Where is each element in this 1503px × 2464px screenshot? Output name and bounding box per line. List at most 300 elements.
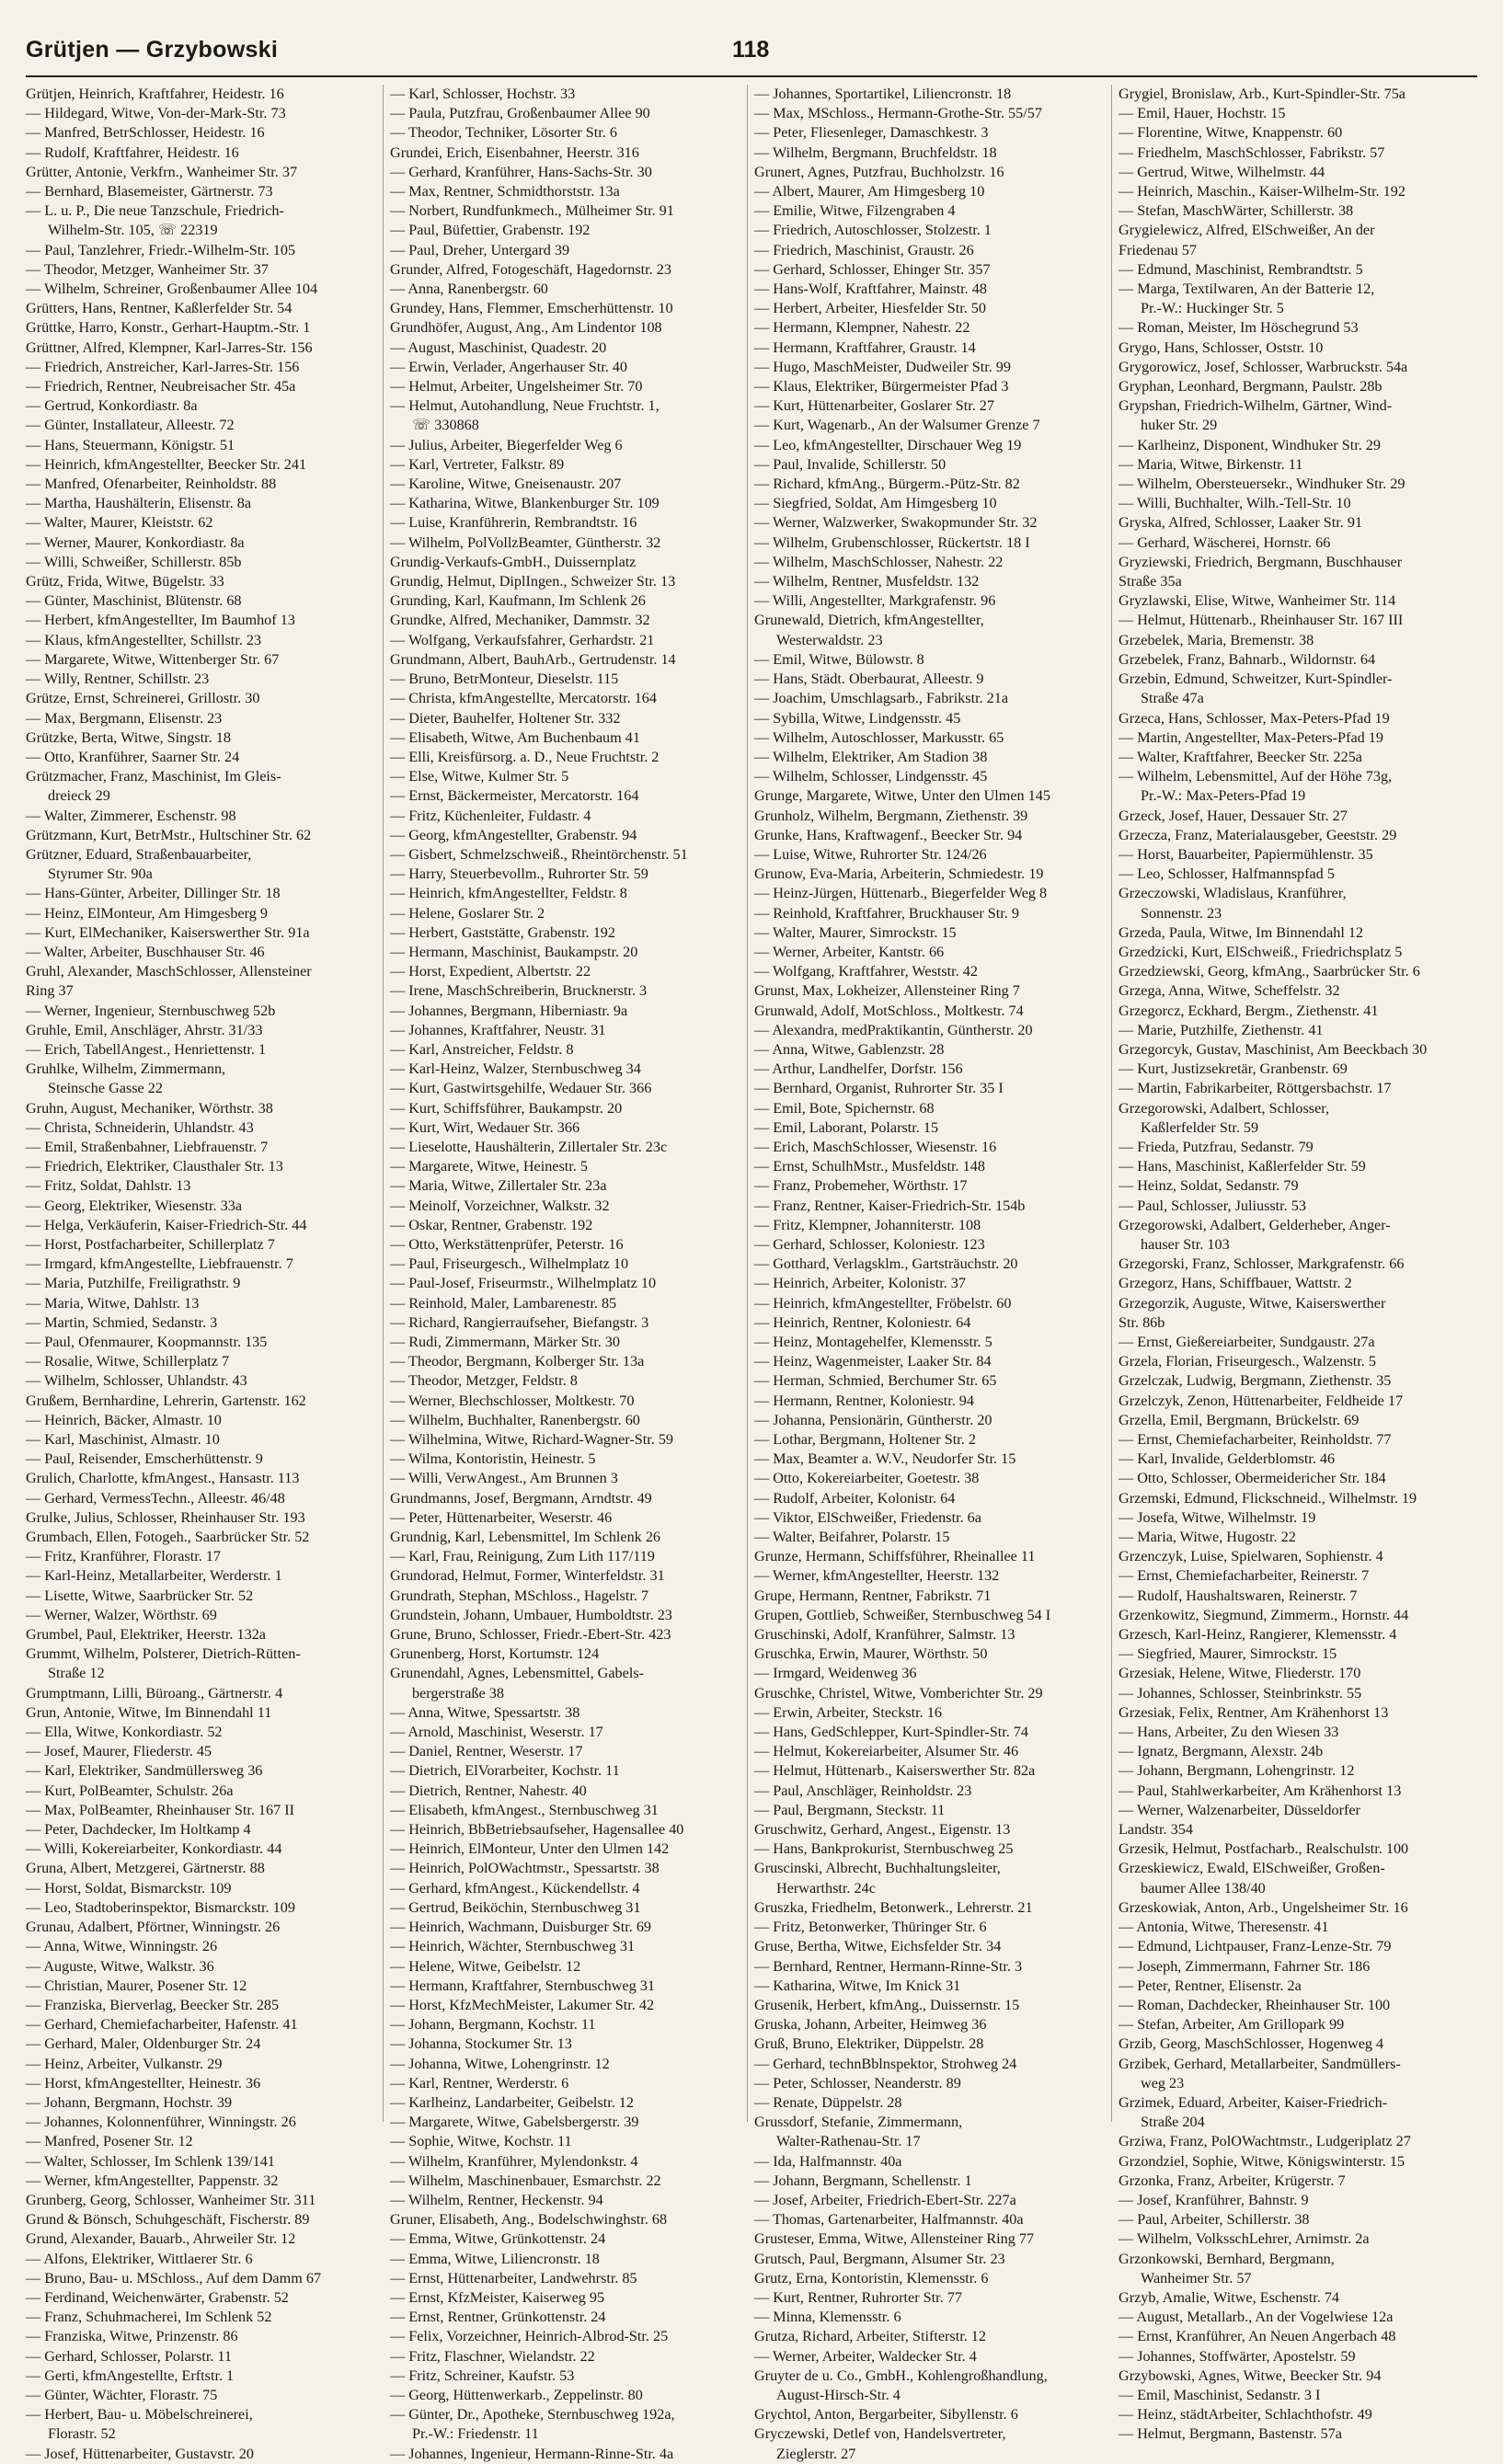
directory-entry: — Karoline, Witwe, Gneisenaustr. 207: [390, 476, 622, 493]
directory-entry: Gruß, Bruno, Elektriker, Düppelstr. 28: [754, 2035, 984, 2053]
directory-entry: Straße 12: [48, 1665, 105, 1682]
directory-entry: Grun, Antonie, Witwe, Im Binnendahl 11: [26, 1703, 272, 1721]
directory-entry: — Wilhelm, Grubenschlosser, Rückertstr. 18 I: [754, 533, 1030, 551]
directory-entry: — Wilhelm, Elektriker, Am Stadion 38: [754, 748, 988, 765]
directory-entry: — Paul, Anschläger, Reinholdstr. 23: [754, 1782, 972, 1799]
directory-entry: — Emil, Laborant, Polarstr. 15: [754, 1118, 939, 1136]
directory-entry: — Kurt, Hüttenarbeiter, Goslarer Str. 27: [754, 397, 994, 415]
page-title: Grütjen — Grzybowski: [26, 37, 279, 63]
directory-entry: — Wilhelm, Bergmann, Bruchfeldstr. 18: [754, 143, 997, 161]
directory-entry: Grzonka, Franz, Arbeiter, Krügerstr. 7: [1119, 2172, 1346, 2189]
directory-entry: — Thomas, Gartenarbeiter, Halfmannstr. 40a: [754, 2211, 1024, 2229]
column-divider: [747, 85, 748, 2122]
directory-entry: — Gerhard, Maler, Oldenburger Str. 24: [26, 2035, 261, 2053]
directory-entry: — Christian, Maurer, Posener Str. 12: [26, 1977, 247, 1994]
directory-entry: Grzelczyk, Zenon, Hüttenarbeiter, Feldheide 17: [1119, 1392, 1404, 1409]
directory-entry: — Johanna, Stockumer Str. 13: [390, 2035, 572, 2053]
directory-entry: — Karl, Anstreicher, Feldstr. 8: [390, 1040, 574, 1058]
directory-entry: — Klaus, kfmAngestellter, Schillstr. 23: [26, 631, 262, 648]
directory-entry: — Margarete, Witwe, Heinestr. 5: [390, 1158, 588, 1175]
directory-entry: — Erich, TabellAngest., Henriettenstr. 1: [26, 1040, 267, 1058]
directory-entry: Grzega, Anna, Witwe, Scheffelstr. 32: [1119, 982, 1340, 1000]
directory-entry: — Leo, Stadtoberinspektor, Bismarckstr. 109: [26, 1898, 295, 1916]
directory-entry: — Helga, Verkäuferin, Kaiser-Friedrich-Str. 44: [26, 1216, 307, 1233]
directory-entry: — Manfred, Ofenarbeiter, Reinholdstr. 88: [26, 476, 277, 493]
directory-entry: Grzeskowiak, Anton, Arb., Ungelsheimer Str. 16: [1119, 1898, 1408, 1916]
directory-entry: — Emma, Witwe, Grünkottenstr. 24: [390, 2230, 606, 2248]
directory-entry: — Maria, Witwe, Hugostr. 22: [1119, 1529, 1296, 1546]
directory-entry: — Horst, Expedient, Albertstr. 22: [390, 963, 591, 980]
directory-entry: Grunke, Hans, Kraftwagenf., Beecker Str. 94: [754, 826, 1023, 843]
directory-entry: — Paul, Ofenmaurer, Koopmannstr. 135: [26, 1334, 268, 1350]
directory-entry: — Paul-Josef, Friseurmstr., Wilhelmplatz 10: [390, 1275, 657, 1292]
directory-entry: — Peter, Rentner, Elisenstr. 2a: [1119, 1977, 1302, 1994]
directory-entry: — Wilhelm, Lebensmittel, Auf der Höhe 73g,: [1119, 768, 1393, 785]
directory-entry: dreieck 29: [48, 787, 110, 805]
directory-entry: — Antonia, Witwe, Theresenstr. 41: [1119, 1919, 1329, 1936]
directory-entry: — Werner, Ingenieur, Sternbuschweg 52b: [26, 1002, 276, 1019]
directory-entry: — Ernst, Bäckermeister, Mercatorstr. 164: [390, 787, 639, 805]
directory-entry: — Heinz, Montagehelfer, Klemensstr. 5: [754, 1334, 992, 1350]
directory-entry: Grzeda, Paula, Witwe, Im Binnendahl 12: [1119, 923, 1364, 941]
directory-entry: — Karl, Maschinist, Almastr. 10: [26, 1431, 220, 1449]
directory-entry: Grusenik, Herbert, kfmAng., Duissernstr. 15: [754, 1996, 1020, 2013]
directory-entry: baumer Allee 138/40: [1141, 1879, 1266, 1897]
directory-entry: — Johannes, Stoffwärter, Apostelstr. 59: [1119, 2347, 1356, 2365]
directory-entry: — Ernst, Rentner, Grünkottenstr. 24: [390, 2309, 606, 2326]
directory-entry: Gruse, Bertha, Witwe, Eichsfelder Str. 34: [754, 1938, 1002, 1955]
directory-entry: — Heinz-Jürgen, Hüttenarb., Biegerfelder Weg 8: [754, 885, 1048, 902]
directory-entry: — Elisabeth, kfmAngest., Sternbuschweg 31: [390, 1801, 659, 1818]
directory-entry: — Maria, Putzhilfe, Freiligrathstr. 9: [26, 1275, 241, 1292]
directory-entry: Grundei, Erich, Eisenbahner, Heerstr. 316: [390, 143, 639, 161]
directory-entry: — Joseph, Zimmermann, Fahrner Str. 186: [1119, 1957, 1371, 1975]
directory-entry: Gryczewski, Detlef von, Handelsvertreter,: [754, 2425, 1006, 2443]
directory-entry: — Fritz, Küchenleiter, Fuldastr. 4: [390, 807, 591, 824]
directory-entry: — Paul, Tanzlehrer, Friedr.-Wilhelm-Str. 105: [26, 241, 296, 258]
directory-entry: — Ernst, KfzMeister, Kaiserweg 95: [390, 2288, 605, 2306]
directory-columns: [26, 85, 1477, 2462]
directory-entry: — Ella, Witwe, Konkordiastr. 52: [26, 1724, 223, 1741]
directory-entry: Gruschka, Erwin, Maurer, Wörthstr. 50: [754, 1645, 988, 1663]
directory-entry: — Lisette, Witwe, Saarbrücker Str. 52: [26, 1587, 254, 1604]
directory-entry: hauser Str. 103: [1141, 1235, 1230, 1253]
directory-entry: — Anna, Witwe, Gablenzstr. 28: [754, 1040, 945, 1058]
directory-entry: Pr.-W.: Friedenstr. 11: [412, 2425, 539, 2443]
directory-entry: — Karl, Frau, Reinigung, Zum Lith 117/119: [390, 1548, 655, 1565]
directory-entry: — Karlheinz, Landarbeiter, Geibelstr. 12: [390, 2093, 634, 2111]
directory-entry: Grzedzicki, Kurt, ElSchweiß., Friedrichsplatz 5: [1119, 943, 1403, 960]
directory-entry: — Emil, Hauer, Hochstr. 15: [1119, 105, 1286, 122]
directory-entry: — Hans, Maschinist, Kaßlerfelder Str. 59: [1119, 1158, 1366, 1175]
directory-entry: Grunau, Adalbert, Pförtner, Winningstr. 26: [26, 1919, 281, 1936]
directory-entry: Grunendahl, Agnes, Lebensmittel, Gabels-: [390, 1665, 645, 1682]
directory-entry: Grutza, Richard, Arbeiter, Stifterstr. 12: [754, 2328, 986, 2345]
directory-entry: Grunge, Margarete, Witwe, Unter den Ulmen 145: [754, 787, 1050, 805]
directory-entry: — Hermann, Klempner, Nahestr. 22: [754, 319, 970, 337]
directory-entry: Straße 204: [1141, 2114, 1205, 2131]
directory-entry: Gruna, Albert, Metzgerei, Gärtnerstr. 88: [26, 1860, 265, 1877]
directory-entry: — Florentine, Witwe, Knappenstr. 60: [1119, 124, 1343, 142]
directory-entry: — Friedrich, Maschinist, Graustr. 26: [754, 241, 974, 258]
directory-entry: — Ferdinand, Weichenwärter, Grabenstr. 52: [26, 2288, 289, 2306]
directory-entry: Pr.-W.: Max-Peters-Pfad 19: [1141, 787, 1306, 805]
directory-entry: — Dietrich, ElVorarbeiter, Kochstr. 11: [390, 1762, 620, 1780]
directory-entry: Grußem, Bernhardine, Lehrerin, Gartenstr. 162: [26, 1392, 306, 1409]
directory-entry: — Gerhard, Chemiefacharbeiter, Hafenstr. 41: [26, 2016, 298, 2034]
directory-entry: — Willi, Buchhalter, Wilh.-Tell-Str. 10: [1119, 495, 1351, 512]
directory-entry: — Hugo, MaschMeister, Dudweiler Str. 99: [754, 358, 1011, 375]
directory-entry: — Gerhard, Schlosser, Ehinger Str. 357: [754, 260, 991, 278]
directory-entry: — Max, MSchloss., Hermann-Grothe-Str. 55/57: [754, 105, 1042, 122]
directory-entry: Pr.-W.: Huckinger Str. 5: [1141, 300, 1284, 317]
directory-entry: — Richard, kfmAng., Bürgerm.-Pütz-Str. 82: [754, 476, 1020, 493]
directory-entry: — Paul, Arbeiter, Schillerstr. 38: [1119, 2211, 1310, 2229]
directory-entry: — Heinrich, Wächter, Sternbuschweg 31: [390, 1938, 636, 1955]
directory-entry: — Fritz, Kranführer, Florastr. 17: [26, 1548, 221, 1565]
directory-entry: — Willi, Angestellter, Markgrafenstr. 96: [754, 592, 996, 610]
directory-entry: — Gerhard, technBblnspektor, Strohweg 24: [754, 2055, 1017, 2072]
directory-entry: — Dieter, Bauhelfer, Holtener Str. 332: [390, 709, 621, 727]
directory-entry: Grzemski, Edmund, Flickschneid., Wilhelmstr. 19: [1119, 1489, 1417, 1507]
directory-entry: — Peter, Hüttenarbeiter, Weserstr. 46: [390, 1508, 613, 1526]
directory-entry: Grunewald, Dietrich, kfmAngestellter,: [754, 612, 984, 629]
directory-entry: — Wilhelmina, Witwe, Richard-Wagner-Str. 59: [390, 1431, 674, 1449]
directory-entry: Grygorowicz, Josef, Schlosser, Warbruckstr. 54a: [1119, 358, 1408, 375]
directory-entry: Grunder, Alfred, Fotogeschäft, Hagedornstr. 23: [390, 260, 671, 278]
directory-entry: — Friedrich, Autoschlosser, Stolzestr. 1: [754, 222, 992, 239]
directory-entry: Grzesik, Helmut, Postfacharb., Realschulstr. 100: [1119, 1840, 1409, 1858]
directory-entry: — Johannes, Ingenieur, Hermann-Rinne-Str. 4a: [390, 2445, 674, 2462]
directory-entry: — Günter, Dr., Apotheke, Sternbuschweg 192a,: [390, 2406, 675, 2424]
directory-entry: August-Hirsch-Str. 4: [776, 2386, 901, 2403]
directory-entry: — Wolfgang, Kraftfahrer, Weststr. 42: [754, 963, 978, 980]
directory-entry: — Frieda, Putzfrau, Sedanstr. 79: [1119, 1138, 1314, 1155]
directory-entry: — Gerhard, Kranführer, Hans-Sachs-Str. 30: [390, 163, 652, 180]
directory-entry: — Irene, MaschSchreiberin, Brucknerstr. 3: [390, 982, 648, 1000]
directory-entry: Grygo, Hans, Schlosser, Oststr. 10: [1119, 338, 1324, 356]
directory-entry: Grundig, Helmut, DiplIngen., Schweizer Str. 13: [390, 573, 676, 590]
directory-entry: — Joachim, Umschlagsarb., Fabrikstr. 21a: [754, 690, 1009, 707]
directory-entry: — Karl, Rentner, Werderstr. 6: [390, 2074, 569, 2092]
directory-entry: Grumbel, Paul, Elektriker, Heerstr. 132a: [26, 1626, 266, 1644]
directory-entry: Grzedziewski, Georg, kfmAng., Saarbrücker Str. 6: [1119, 963, 1420, 980]
directory-entry: Wanheimer Str. 57: [1141, 2269, 1252, 2286]
directory-entry: — Fritz, Betonwerker, Thüringer Str. 6: [754, 1919, 987, 1936]
directory-entry: — Johann, Bergmann, Lohengrinstr. 12: [1119, 1762, 1355, 1780]
directory-entry: — Daniel, Rentner, Weserstr. 17: [390, 1743, 583, 1760]
directory-entry: Grützmacher, Franz, Maschinist, Im Gleis-: [26, 768, 281, 785]
directory-entry: — Walter, Zimmerer, Eschenstr. 98: [26, 807, 236, 824]
directory-entry: — Heinrich, Rentner, Koloniestr. 64: [754, 1313, 971, 1331]
directory-entry: — Horst, KfzMechMeister, Lakumer Str. 42: [390, 1996, 655, 2013]
directory-entry: — Horst, Postfacharbeiter, Schillerplatz 7: [26, 1235, 275, 1253]
directory-entry: Grupen, Gottlieb, Schweißer, Sternbuschweg 54 I: [754, 1606, 1051, 1623]
directory-entry: Steinsche Gasse 22: [48, 1080, 163, 1097]
directory-entry: — Gisbert, Schmelzschweiß., Rheintörchenstr. 51: [390, 845, 688, 863]
directory-entry: — Willi, Kokereiarbeiter, Konkordiastr. 44: [26, 1840, 282, 1858]
directory-entry: — Georg, Hüttenwerkarb., Zeppelinstr. 80: [390, 2386, 643, 2403]
directory-entry: — Willi, Schweißer, Schillerstr. 85b: [26, 553, 242, 570]
directory-entry: — Friedrich, Anstreicher, Karl-Jarres-Str. 156: [26, 358, 300, 375]
directory-entry: Grützner, Eduard, Straßenbauarbeiter,: [26, 845, 252, 863]
directory-entry: — Wilhelm, Rentner, Musfeldstr. 132: [754, 573, 980, 590]
directory-entry: — Anna, Ranenbergstr. 60: [390, 281, 548, 298]
directory-entry: — Reinhold, Maler, Lambarenestr. 85: [390, 1294, 617, 1312]
directory-entry: — Helmut, Autohandlung, Neue Fruchtstr. 1,: [390, 397, 660, 415]
directory-entry: Grzegorcyk, Gustav, Maschinist, Am Beeckbach 30: [1119, 1040, 1428, 1058]
directory-entry: — Johanna, Witwe, Lohengrinstr. 12: [390, 2055, 610, 2072]
directory-entry: — Fritz, Schreiner, Kaufstr. 53: [390, 2367, 575, 2384]
directory-entry: — Edmund, Maschinist, Rembrandtstr. 5: [1119, 260, 1363, 278]
directory-entry: — Heinrich, kfmAngestellter, Beecker Str. 241: [26, 455, 307, 473]
directory-entry: — Helmut, Bergmann, Bastenstr. 57a: [1119, 2425, 1342, 2443]
directory-entry: Grzenczyk, Luise, Spielwaren, Sophienstr. 4: [1119, 1548, 1383, 1565]
directory-entry: Gryzlawski, Elise, Witwe, Wanheimer Str. 114: [1119, 592, 1396, 610]
directory-entry: — Luise, Kranführerin, Rembrandtstr. 16: [390, 514, 637, 532]
directory-entry: — Karlheinz, Disponent, Windhuker Str. 29: [1119, 436, 1381, 453]
directory-entry: — Kurt, Schiffsführer, Baukampstr. 20: [390, 1099, 623, 1117]
directory-entry: Gruhle, Emil, Anschläger, Ahrstr. 31/33: [26, 1021, 263, 1038]
directory-entry: — Walter, Maurer, Kleiststr. 62: [26, 514, 213, 532]
directory-entry: — Werner, kfmAngestellter, Pappenstr. 32: [26, 2172, 279, 2189]
directory-entry: — Werner, Walzer, Wörthstr. 69: [26, 1606, 217, 1623]
directory-entry: — Ernst, Gießereiarbeiter, Sundgaustr. 27a: [1119, 1334, 1375, 1350]
directory-entry: — Julius, Arbeiter, Biegerfelder Weg 6: [390, 436, 623, 453]
directory-entry: Ring 37: [26, 982, 74, 1000]
directory-entry: — Paul, Dreher, Untergard 39: [390, 241, 570, 258]
directory-entry: Grunwald, Adolf, MotSchloss., Moltkestr. 74: [754, 1002, 1024, 1019]
directory-entry: Grütters, Hans, Rentner, Kaßlerfelder Str. 54: [26, 300, 293, 317]
directory-entry: — Maria, Witwe, Birkenstr. 11: [1119, 455, 1303, 473]
directory-entry: Friedenau 57: [1119, 241, 1197, 258]
directory-entry: — Josef, Maurer, Fliederstr. 45: [26, 1743, 212, 1760]
directory-entry: — Otto, Werkstättenprüfer, Peterstr. 16: [390, 1235, 624, 1253]
directory-entry: — Bernhard, Blasemeister, Gärtnerstr. 73: [26, 183, 273, 201]
directory-entry: — Peter, Schlosser, Neanderstr. 89: [754, 2074, 961, 2092]
directory-entry: — Johann, Bergmann, Schellenstr. 1: [754, 2172, 972, 2189]
directory-entry: Gruhlke, Wilhelm, Zimmermann,: [26, 1060, 226, 1078]
directory-entry: — Helmut, Arbeiter, Ungelsheimer Str. 70: [390, 378, 643, 395]
directory-entry: Grumbach, Ellen, Fotogeh., Saarbrücker Str. 52: [26, 1529, 310, 1546]
directory-entry: Grunze, Hermann, Schiffsführer, Rheinallee 11: [754, 1548, 1036, 1565]
directory-entry: Grundorad, Helmut, Former, Winterfeldstr. 31: [390, 1567, 665, 1585]
directory-entry: — Ida, Halfmannstr. 40a: [754, 2152, 902, 2170]
directory-entry: — Werner, kfmAngestellter, Heerstr. 132: [754, 1567, 1000, 1585]
directory-entry: Gruyter de u. Co., GmbH., Kohlengroßhandlung,: [754, 2367, 1048, 2384]
directory-entry: — Hans, Steuermann, Königstr. 51: [26, 436, 235, 453]
directory-entry: Grunholz, Wilhelm, Bergmann, Ziethenstr. 39: [754, 807, 1028, 824]
directory-entry: — Oskar, Rentner, Grabenstr. 192: [390, 1216, 593, 1233]
directory-entry: — Emil, Maschinist, Sedanstr. 3 I: [1119, 2386, 1321, 2403]
directory-entry: Grzesiak, Helene, Witwe, Fliederstr. 170: [1119, 1665, 1361, 1682]
directory-entry: — Alfons, Elektriker, Wittlaerer Str. 6: [26, 2250, 253, 2267]
directory-entry: — Theodor, Bergmann, Kolberger Str. 13a: [390, 1353, 645, 1370]
directory-entry: — Franziska, Witwe, Prinzenstr. 86: [26, 2328, 238, 2345]
directory-entry: — Emil, Straßenbahner, Liebfrauenstr. 7: [26, 1138, 269, 1155]
directory-entry: — Franz, Probemeher, Wörthstr. 17: [754, 1177, 968, 1195]
directory-entry: — Günter, Maschinist, Blütenstr. 68: [26, 592, 242, 610]
directory-entry: — Werner, Blechschlosser, Moltkestr. 70: [390, 1392, 635, 1409]
directory-entry: Grzibek, Gerhard, Metallarbeiter, Sandmüllers-: [1119, 2055, 1401, 2072]
directory-entry: — Wilhelm, Rentner, Heckenstr. 94: [390, 2191, 603, 2208]
directory-entry: Grygielewicz, Alfred, ElSchweißer, An der: [1119, 222, 1375, 239]
directory-entry: — Johannes, Kolonnenführer, Winningstr. 26: [26, 2114, 296, 2131]
directory-entry: — Johannes, Kraftfahrer, Neustr. 31: [390, 1021, 606, 1038]
directory-entry: — Hans, Bankprokurist, Sternbuschweg 25: [754, 1840, 1014, 1858]
directory-entry: — Paula, Putzfrau, Großenbaumer Allee 90: [390, 105, 650, 122]
directory-entry: — Norbert, Rundfunkmech., Mülheimer Str. 91: [390, 202, 674, 220]
directory-entry: — Martha, Haushälterin, Elisenstr. 8a: [26, 495, 252, 512]
directory-entry: — Rudolf, Arbeiter, Kolonistr. 64: [754, 1489, 956, 1507]
directory-entry: Grundnig, Karl, Lebensmittel, Im Schlenk 26: [390, 1529, 661, 1546]
directory-entry: — Paul, Reisender, Emscherhüttenstr. 9: [26, 1450, 263, 1468]
directory-entry: Grütze, Ernst, Schreinerei, Grillostr. 30: [26, 690, 260, 707]
directory-entry: — Margarete, Witwe, Wittenberger Str. 67: [26, 650, 280, 668]
directory-entry: Zieglerstr. 27: [776, 2445, 856, 2462]
directory-entry: — Stefan, MaschWärter, Schillerstr. 38: [1119, 202, 1354, 220]
directory-entry: — Meinolf, Vorzeichner, Walkstr. 32: [390, 1197, 610, 1214]
directory-entry: Grundig-Verkaufs-GmbH., Duissernplatz: [390, 553, 637, 570]
directory-entry: — Bernhard, Rentner, Hermann-Rinne-Str. 3: [754, 1957, 1023, 1975]
directory-entry: — Max, Bergmann, Elisenstr. 23: [26, 709, 223, 727]
directory-entry: Grundstein, Johann, Umbauer, Humboldtstr. 23: [390, 1606, 672, 1623]
directory-entry: Walter-Rathenau-Str. 17: [776, 2133, 921, 2150]
directory-entry: Grzebin, Edmund, Schweitzer, Kurt-Spindler-: [1119, 670, 1393, 688]
directory-entry: — Erwin, Verlader, Angerhauser Str. 40: [390, 358, 627, 375]
directory-entry: — Arnold, Maschinist, Weserstr. 17: [390, 1724, 603, 1741]
directory-entry: — Heinz, Soldat, Sedanstr. 79: [1119, 1177, 1299, 1195]
directory-entry: — Klaus, Elektriker, Bürgermeister Pfad 3: [754, 378, 1009, 395]
directory-entry: ☏ 330868: [412, 417, 479, 434]
directory-entry: — Ernst, Chemiefacharbeiter, Reinerstr. 7: [1119, 1567, 1370, 1585]
directory-entry: Grzella, Emil, Bergmann, Brückelstr. 69: [1119, 1411, 1360, 1428]
directory-entry: Grunding, Karl, Kaufmann, Im Schlenk 26: [390, 592, 646, 610]
directory-entry: — Martin, Angestellter, Max-Peters-Pfad 19: [1119, 728, 1383, 746]
directory-entry: — Fritz, Klempner, Johanniterstr. 108: [754, 1216, 981, 1233]
header-rule: [26, 75, 1477, 77]
directory-entry: — Felix, Vorzeichner, Heinrich-Albrod-Str. 25: [390, 2328, 669, 2345]
directory-entry: Grundke, Alfred, Mechaniker, Dammstr. 32: [390, 612, 650, 629]
directory-entry: Grundhöfer, August, Ang., Am Lindentor 108: [390, 319, 662, 337]
directory-entry: — Manfred, BetrSchlosser, Heidestr. 16: [26, 124, 265, 142]
directory-entry: — Christa, Schneiderin, Uhlandstr. 43: [26, 1118, 254, 1136]
directory-entry: Grychtol, Anton, Bergarbeiter, Sibyllenstr. 6: [754, 2406, 1018, 2424]
directory-entry: Grutz, Erna, Kontoristin, Klemensstr. 6: [754, 2269, 989, 2286]
directory-entry: — Dietrich, Rentner, Nahestr. 40: [390, 1782, 587, 1799]
directory-entry: — Elisabeth, Witwe, Am Buchenbaum 41: [390, 728, 640, 746]
directory-entry: — Werner, Walzwerker, Swakopmunder Str. 32: [754, 514, 1038, 532]
page-header: [26, 37, 1477, 77]
directory-entry: — Kurt, Gastwirtsgehilfe, Wedauer Str. 366: [390, 1080, 652, 1097]
directory-entry: Grzebelek, Maria, Bremenstr. 38: [1119, 631, 1314, 648]
directory-entry: Grulke, Julius, Schlosser, Rheinhauser Str. 193: [26, 1508, 305, 1526]
directory-entry: Grunert, Agnes, Putzfrau, Buchholzstr. 16: [754, 163, 1004, 180]
directory-entry: — Heinrich, kfmAngestellter, Fröbelstr. 60: [754, 1294, 1012, 1312]
directory-entry: Grunenberg, Horst, Kortumstr. 124: [390, 1645, 600, 1663]
directory-entry: Str. 86b: [1119, 1313, 1165, 1331]
directory-entry: — Helmut, Hüttenarb., Kaiserswerther Str. 82a: [754, 1762, 1036, 1780]
directory-entry: — Walter, Maurer, Simrockstr. 15: [754, 923, 957, 941]
directory-entry: Gryska, Alfred, Schlosser, Laaker Str. 91: [1119, 514, 1363, 532]
directory-entry: — Siegfried, Soldat, Am Himgesberg 10: [754, 495, 997, 512]
directory-entry: Grzondziel, Sophie, Witwe, Königswinterstr. 15: [1119, 2152, 1405, 2170]
directory-entry: Grzegorzik, Auguste, Witwe, Kaiserswerther: [1119, 1294, 1386, 1312]
directory-entry: Gruska, Johann, Arbeiter, Heimweg 36: [754, 2016, 987, 2034]
directory-entry: — Theodor, Metzger, Wanheimer Str. 37: [26, 260, 269, 278]
directory-entry: Gruner, Elisabeth, Ang., Bodelschwinghstr. 68: [390, 2211, 668, 2229]
directory-entry: Wilhelm-Str. 105, ☏ 22319: [48, 222, 218, 239]
directory-entry: — August, Maschinist, Quadestr. 20: [390, 338, 607, 356]
directory-entry: — Walter, Kraftfahrer, Beecker Str. 225a: [1119, 748, 1362, 765]
directory-entry: — Heinz, Arbeiter, Vulkanstr. 29: [26, 2055, 223, 2072]
directory-entry: — Bruno, Bau- u. MSchloss., Auf dem Damm 67: [26, 2269, 322, 2286]
directory-entry: — Werner, Walzenarbeiter, Düsseldorfer: [1119, 1801, 1360, 1818]
directory-entry: Grusteser, Emma, Witwe, Allensteiner Ring 77: [754, 2230, 1035, 2248]
directory-entry: — Herbert, Gaststätte, Grabenstr. 192: [390, 923, 615, 941]
directory-entry: Grzegorski, Franz, Schlosser, Markgrafenstr. 66: [1119, 1255, 1405, 1273]
directory-entry: — Heinrich, Arbeiter, Kolonistr. 37: [754, 1275, 966, 1292]
directory-entry: Straße 47a: [1141, 690, 1204, 707]
directory-entry: — Arthur, Landhelfer, Dorfstr. 156: [754, 1060, 963, 1078]
directory-entry: Gryphan, Leonhard, Bergmann, Paulstr. 28b: [1119, 378, 1383, 395]
directory-entry: Gruhl, Alexander, MaschSchlosser, Allensteiner: [26, 963, 312, 980]
directory-entry: — Bernhard, Organist, Ruhrorter Str. 35 I: [754, 1080, 1004, 1097]
directory-entry: Grütter, Antonie, Verkfrn., Wanheimer Str. 37: [26, 163, 298, 180]
directory-entry: — Wilhelm, MaschSchlosser, Nahestr. 22: [754, 553, 1004, 570]
directory-entry: — Karl, Vertreter, Falkstr. 89: [390, 455, 565, 473]
directory-entry: — Ernst, SchulhMstr., Musfeldstr. 148: [754, 1158, 985, 1175]
directory-entry: Grzenkowitz, Siegmund, Zimmerm., Hornstr. 44: [1119, 1606, 1409, 1623]
directory-entry: — Franz, Schuhmacherei, Im Schlenk 52: [26, 2309, 272, 2326]
directory-entry: — L. u. P., Die neue Tanzschule, Friedrich-: [26, 202, 284, 220]
directory-entry: — Helmut, Hüttenarb., Rheinhauser Str. 167 III: [1119, 612, 1404, 629]
column-1: [26, 85, 375, 2462]
directory-entry: — Karl-Heinz, Metallarbeiter, Werderstr. 1: [26, 1567, 282, 1585]
directory-entry: Grzeca, Hans, Schlosser, Max-Peters-Pfad 19: [1119, 709, 1390, 727]
directory-entry: — Viktor, ElSchweißer, Friedenstr. 6a: [754, 1508, 981, 1526]
directory-entry: Grzegorowski, Adalbert, Gelderheber, Anger-: [1119, 1216, 1391, 1233]
directory-entry: — Edmund, Lichtpauser, Franz-Lenze-Str. 79: [1119, 1938, 1392, 1955]
directory-entry: — Hans, Städt. Oberbaurat, Alleestr. 9: [754, 670, 984, 688]
directory-entry: Grziwa, Franz, PolOWachtmstr., Ludgeriplatz 27: [1119, 2133, 1411, 2150]
directory-entry: — Katharina, Witwe, Blankenburger Str. 109: [390, 495, 660, 512]
directory-entry: — Bruno, BetrMonteur, Dieselstr. 115: [390, 670, 619, 688]
directory-entry: — Martin, Schmied, Sedanstr. 3: [26, 1313, 218, 1331]
directory-entry: — Max, PolBeamter, Rheinhauser Str. 167 II: [26, 1801, 295, 1818]
directory-entry: Grzesch, Karl-Heinz, Rangierer, Klemensstr. 4: [1119, 1626, 1397, 1644]
directory-entry: Grzib, Georg, MaschSchlosser, Hogenweg 4: [1119, 2035, 1384, 2053]
directory-entry: Grussdorf, Stefanie, Zimmermann,: [754, 2114, 963, 2131]
directory-entry: — Johannes, Schlosser, Steinbrinkstr. 55: [1119, 1684, 1362, 1702]
directory-entry: — Helmut, Kokereiarbeiter, Alsumer Str. 46: [754, 1743, 1019, 1760]
directory-entry: Grzybowski, Agnes, Witwe, Beecker Str. 94: [1119, 2367, 1382, 2384]
directory-entry: — Reinhold, Kraftfahrer, Bruckhauser Str. 9: [754, 904, 1019, 922]
directory-entry: — Johanna, Pensionärin, Güntherstr. 20: [754, 1411, 992, 1428]
directory-entry: — Herman, Schmied, Berchumer Str. 65: [754, 1372, 997, 1390]
directory-entry: — Kurt, Justizsekretär, Granbenstr. 69: [1119, 1060, 1348, 1078]
directory-entry: — Heinrich, PolOWachtmstr., Spessartstr. 38: [390, 1860, 660, 1877]
directory-entry: — Minna, Klemensstr. 6: [754, 2309, 901, 2326]
directory-entry: — Marie, Putzhilfe, Ziethenstr. 41: [1119, 1021, 1324, 1038]
directory-entry: — Max, Rentner, Schmidthorststr. 13a: [390, 183, 620, 201]
directory-entry: — Rosalie, Witwe, Schillerplatz 7: [26, 1353, 230, 1370]
directory-entry: — Stefan, Arbeiter, Am Grillopark 99: [1119, 2016, 1345, 2034]
directory-entry: — Günter, Wächter, Florastr. 75: [26, 2386, 218, 2403]
directory-entry: — Friedrich, Rentner, Neubreisacher Str. 45a: [26, 378, 296, 395]
directory-entry: — Karl, Schlosser, Hochstr. 33: [390, 86, 576, 102]
column-3: [754, 85, 1104, 2462]
